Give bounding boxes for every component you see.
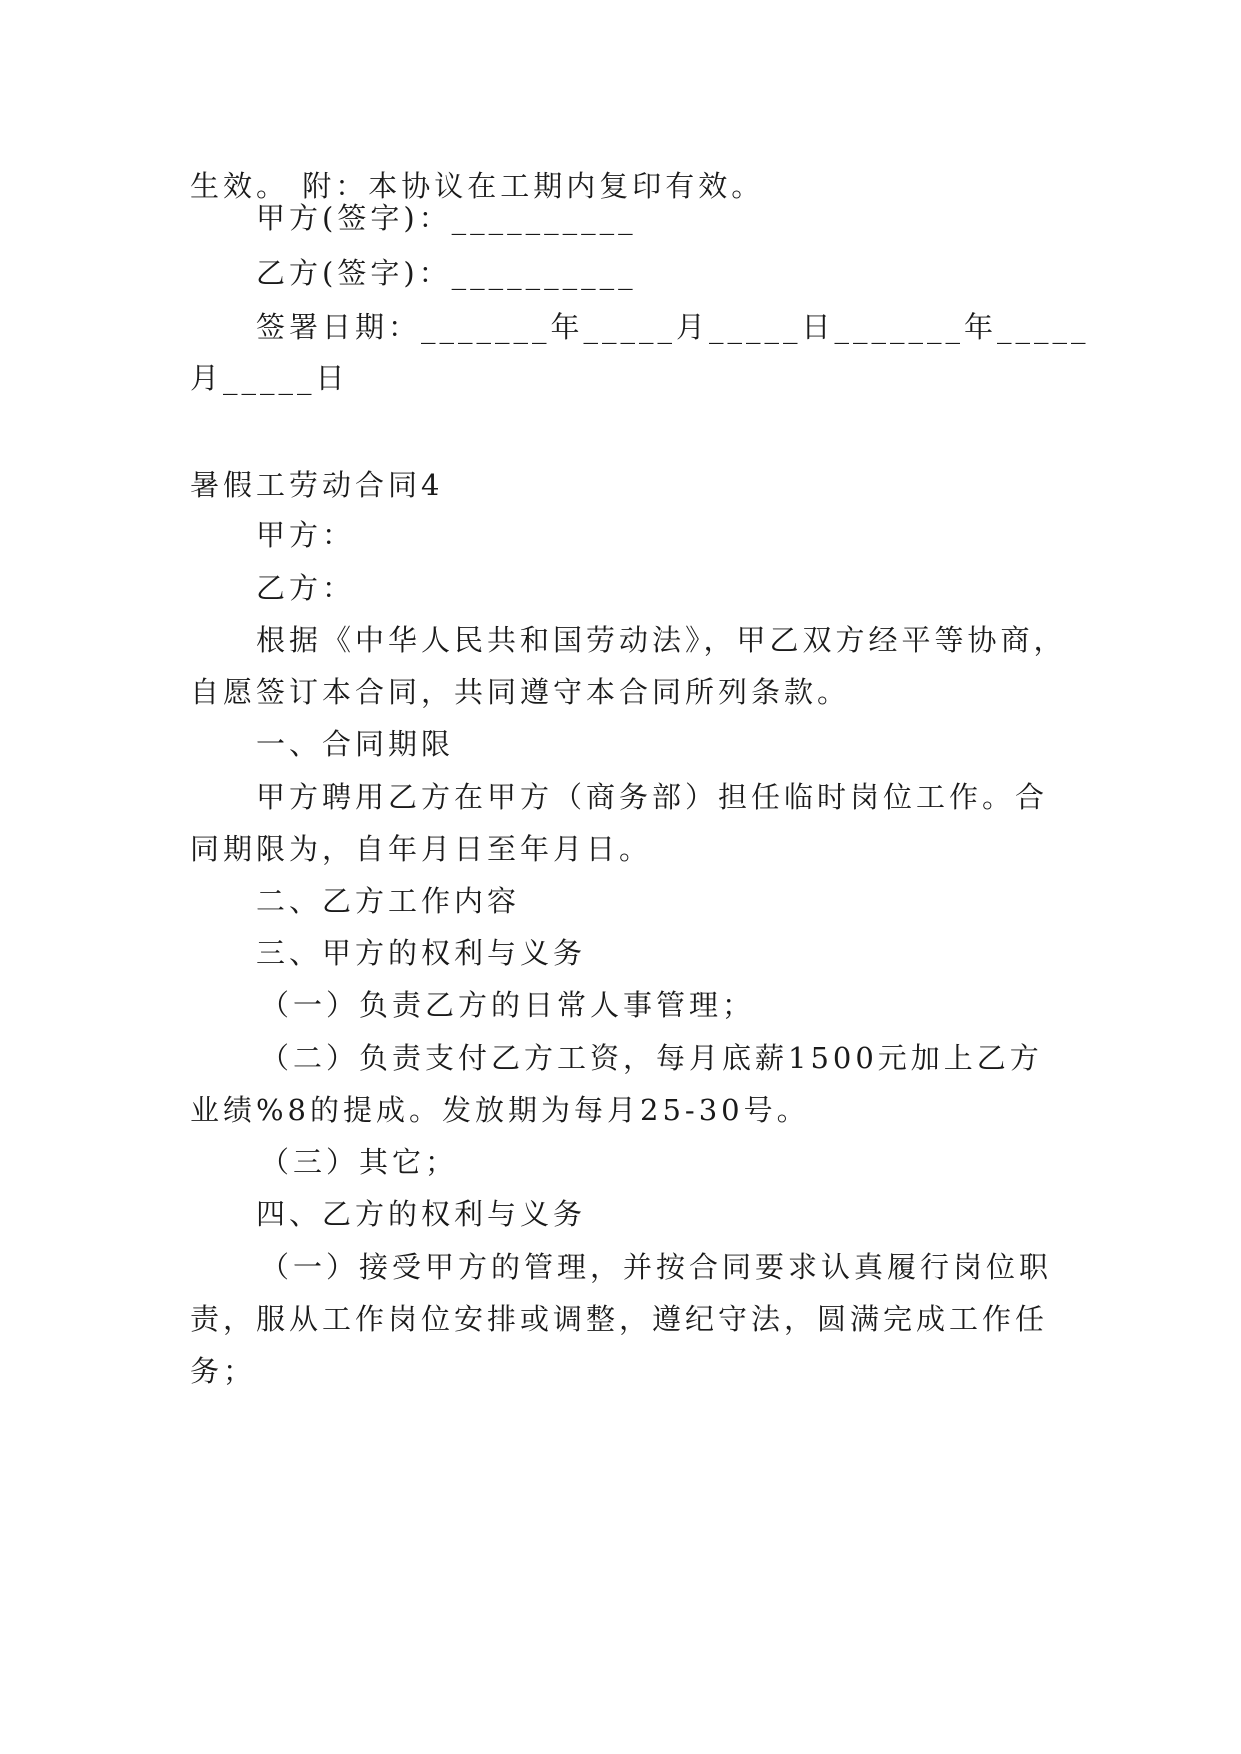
section-heading-party-b-rights: 四、乙方的权利与义务 bbox=[256, 1197, 587, 1231]
party-a-item-2-line-2: 业绩%8的提成。发放期为每月25-30号。 bbox=[190, 1093, 810, 1127]
preamble-line-1: 根据《中华人民共和国劳动法》，甲乙双方经平等协商， bbox=[256, 623, 1067, 657]
party-b-signature-line: 乙方(签字)：__________ bbox=[256, 256, 637, 290]
party-a-item-2-line-1: （二）负责支付乙方工资，每月底薪1500元加上乙方 bbox=[260, 1041, 1043, 1075]
signing-date-line: 签署日期：_______年_____月_____日_______年_____ bbox=[256, 310, 1090, 344]
preamble-line-2: 自愿签订本合同，共同遵守本合同所列条款。 bbox=[190, 675, 851, 709]
contract-term-line-1: 甲方聘用乙方在甲方（商务部）担任临时岗位工作。合 bbox=[256, 780, 1049, 814]
party-a-label: 甲方： bbox=[256, 518, 356, 552]
party-a-signature-line: 甲方(签字)：__________ bbox=[256, 201, 637, 235]
party-a-item-3: （三）其它； bbox=[260, 1145, 459, 1179]
section-heading-work-content: 二、乙方工作内容 bbox=[256, 884, 521, 918]
section-heading-party-a-rights: 三、甲方的权利与义务 bbox=[256, 936, 587, 970]
signing-date-line-continued: 月_____日 bbox=[190, 361, 349, 395]
party-a-item-1: （一）负责乙方的日常人事管理； bbox=[260, 988, 756, 1022]
party-b-label: 乙方： bbox=[256, 571, 356, 605]
section-heading-contract-term: 一、合同期限 bbox=[256, 727, 455, 761]
party-b-item-1-line-3: 务； bbox=[190, 1354, 257, 1388]
party-b-item-1-line-2: 责，服从工作岗位安排或调整，遵纪守法，圆满完成工作任 bbox=[190, 1302, 1049, 1336]
party-b-item-1-line-1: （一）接受甲方的管理，并按合同要求认真履行岗位职 bbox=[260, 1250, 1053, 1284]
contract-title: 暑假工劳动合同4 bbox=[190, 468, 444, 502]
paragraph-effective-note: 生效。 附：本协议在工期内复印有效。 bbox=[190, 169, 765, 203]
contract-term-line-2: 同期限为，自年月日至年月日。 bbox=[190, 832, 653, 866]
